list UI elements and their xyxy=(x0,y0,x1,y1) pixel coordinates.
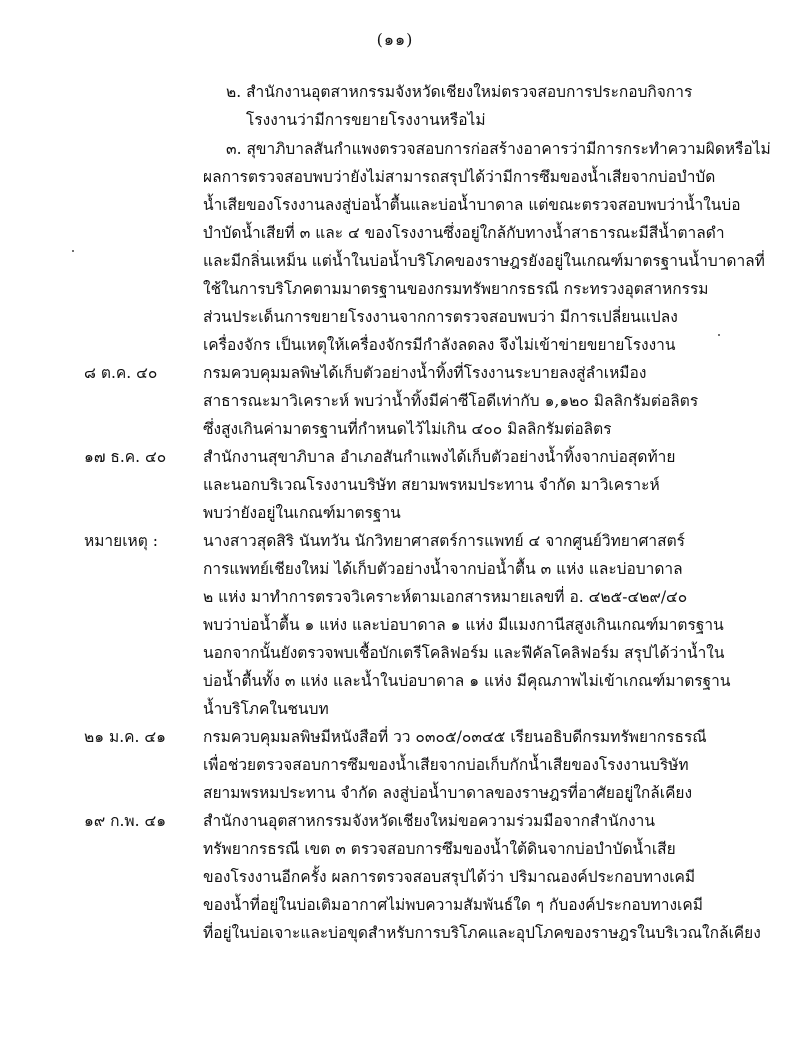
entry-line: กรมควบคุมมลพิษได้เก็บตัวอย่างน้ำทิ้งที่โรงงานระบายลงสู่ลำเหมือง xyxy=(203,364,647,382)
entry-line: ของโรงงานอีกครั้ง ผลการตรวจสอบสรุปได้ว่า ปริมาณองค์ประกอบทางเคมี xyxy=(203,868,696,886)
note-line: พบว่าบ่อน้ำตื้น ๑ แห่ง และบ่อบาดาล ๑ แห่ง มีแมงกานีสสูงเกินเกณฑ์มาตรฐาน xyxy=(203,616,724,634)
intro-line: บำบัดน้ำเสียที่ ๓ และ ๔ ของโรงงานซึ่งอยู่ใกล้กับทางน้ำสาธารณะมีสีน้ำตาลดำ xyxy=(203,224,725,242)
intro-line: และมีกลิ่นเหม็น แต่น้ำในบ่อน้ำบริโภคของราษฎรยังอยู่ในเกณฑ์มาตรฐานน้ำบาดาลที่ xyxy=(203,252,765,270)
entry-date: ๘ ต.ค. ๔๐ xyxy=(84,364,158,382)
note-line: นางสาวสุดสิริ นันทวัน นักวิทยาศาสตร์การแพทย์ ๔ จากศูนย์วิทยาศาสตร์ xyxy=(203,532,685,550)
note-line: น้ำบริโภคในชนบท xyxy=(203,700,329,718)
entry-line: สำนักงานสุขาภิบาล อำเภอสันกำแพงได้เก็บตัวอย่างน้ำทิ้งจากบ่อสุดท้าย xyxy=(203,448,676,466)
note-line: การแพทย์เชียงใหม่ ได้เก็บตัวอย่างน้ำจากบ่อน้ำตื้น ๓ แห่ง และบ่อบาดาล xyxy=(203,560,683,578)
entry-line: และนอกบริเวณโรงงานบริษัท สยามพรหมประทาน จำกัด มาวิเคราะห์ xyxy=(203,476,660,494)
entry-date: ๑๙ ก.พ. ๔๑ xyxy=(84,812,167,830)
page-number: (๑๑) xyxy=(376,30,414,49)
entry-date: ๑๗ ธ.ค. ๔๐ xyxy=(84,448,167,466)
intro-line: ใช้ในการบริโภคตามมาตรฐานของกรมทรัพยากรธรณี กระทรวงอุตสาหกรรม xyxy=(203,280,709,298)
entry-line: ที่อยู่ในบ่อเจาะและบ่อขุดสำหรับการบริโภคและอุปโภคของราษฎรในบริเวณใกล้เคียง xyxy=(203,924,761,942)
entry-line: สาธารณะมาวิเคราะห์ พบว่าน้ำทิ้งมีค่าซีโอดีเท่ากับ ๑,๑๒๐ มิลลิกรัมต่อลิตร xyxy=(203,392,699,410)
intro-line: ๓. สุขาภิบาลสันกำแพงตรวจสอบการก่อสร้างอาคารว่ามีการกระทำความผิดหรือไม่ xyxy=(226,140,771,158)
intro-line: โรงงานว่ามีการขยายโรงงานหรือไม่ xyxy=(246,111,486,129)
entry-line: ซึ่งสูงเกินค่ามาตรฐานที่กำหนดไว้ไม่เกิน ๔๐๐ มิลลิกรัมต่อลิตร xyxy=(203,420,612,438)
entry-date: ๒๑ ม.ค. ๔๑ xyxy=(84,728,166,746)
note-line: ๒ แห่ง มาทำการตรวจวิเคราะห์ตามเอกสารหมายเลขที่ อ. ๔๒๕-๔๒๙/๔๐ xyxy=(203,588,688,606)
entry-line: สยามพรหมประทาน จำกัด ลงสู่บ่อน้ำบาดาลของราษฎรที่อาศัยอยู่ใกล้เคียง xyxy=(203,784,693,802)
entry-line: กรมควบคุมมลพิษมีหนังสือที่ วว ๐๓๐๕/๐๓๔๕ เรียนอธิบดีกรมทรัพยากรธรณี xyxy=(203,728,707,746)
entry-line: เพื่อช่วยตรวจสอบการซึมของน้ำเสียจากบ่อเก็บกักน้ำเสียของโรงงานบริษัท xyxy=(203,756,689,774)
intro-line: น้ำเสียของโรงงานลงสู่บ่อน้ำตื้นและบ่อน้ำบาดาล แต่ขณะตรวจสอบพบว่าน้ำในบ่อ xyxy=(203,196,741,214)
note-line: บ่อน้ำตื้นทั้ง ๓ แห่ง และน้ำในบ่อบาดาล ๑ แห่ง มีคุณภาพไม่เข้าเกณฑ์มาตรฐาน xyxy=(203,672,731,690)
intro-line: ผลการตรวจสอบพบว่ายังไม่สามารถสรุปได้ว่ามีการซึมของน้ำเสียจากบ่อบำบัด xyxy=(203,168,716,186)
entry-line: ของน้ำที่อยู่ในบ่อเติมอากาศไม่พบความสัมพันธ์ใด ๆ กับองค์ประกอบทางเคมี xyxy=(203,896,703,914)
entry-line: พบว่ายังอยู่ในเกณฑ์มาตรฐาน xyxy=(203,504,401,522)
entry-line: สำนักงานอุตสาหกรรมจังหวัดเชียงใหม่ขอความร่วมมือจากสำนักงาน xyxy=(203,812,655,830)
intro-line: ส่วนประเด็นการขยายโรงงานจากการตรวจสอบพบว่า มีการเปลี่ยนแปลง xyxy=(203,308,678,326)
scan-speck xyxy=(718,334,720,336)
note-line: นอกจากนั้นยังตรวจพบเชื้อบักเตรีโคลิฟอร์ม และฟีคัลโคลิฟอร์ม สรุปได้ว่าน้ำใน xyxy=(203,644,725,662)
scan-speck xyxy=(72,250,74,252)
note-label: หมายเหตุ : xyxy=(84,532,158,550)
entry-line: ทรัพยากรธรณี เขต ๓ ตรวจสอบการซึมของน้ำใต้ดินจากบ่อบำบัดน้ำเสีย xyxy=(203,840,676,858)
intro-line: เครื่องจักร เป็นเหตุให้เครื่องจักรมีกำลังลดลง จึงไม่เข้าข่ายขยายโรงงาน xyxy=(203,336,676,354)
intro-line: ๒. สำนักงานอุตสาหกรรมจังหวัดเชียงใหม่ตรวจสอบการประกอบกิจการ xyxy=(226,83,693,101)
